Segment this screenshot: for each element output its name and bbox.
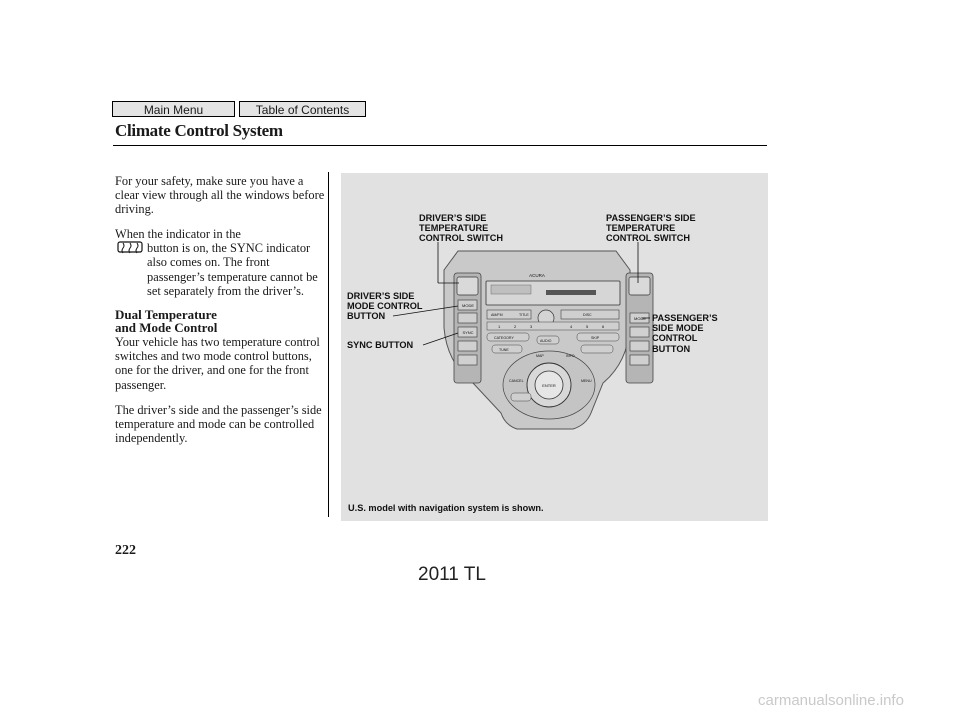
independent-paragraph xyxy=(115,403,327,446)
preset-4: 4 xyxy=(570,324,573,329)
panel-tune: TUNE xyxy=(499,348,509,352)
passenger-temp-switch xyxy=(629,277,650,295)
panel-cancel: CANCEL xyxy=(509,379,524,383)
panel-skip: SKIP xyxy=(591,336,600,340)
main-menu-button[interactable]: Main Menu xyxy=(112,101,235,117)
preset-5: 5 xyxy=(586,324,589,329)
panel-info: INFO xyxy=(566,354,575,358)
preset-1: 1 xyxy=(498,324,501,329)
callout-driver-mode: DRIVER’S SIDE MODE CONTROL BUTTON xyxy=(347,291,423,322)
panel-category: CATEGORY xyxy=(494,336,514,340)
sync-text-line1: When the indicator in the xyxy=(115,227,241,241)
independent-text: The driver’s side and the passenger’s side temperature and mode can be controlled independently. xyxy=(115,403,322,446)
page-number: 222 xyxy=(115,543,136,558)
figure-caption: U.S. model with navigation system is shown. xyxy=(348,503,544,513)
panel-disc: DISC xyxy=(583,313,592,317)
preset-3: 3 xyxy=(530,324,533,329)
panel-audio: AUDIO xyxy=(540,339,552,343)
climate-panel-figure xyxy=(341,173,768,521)
preset-2: 2 xyxy=(514,324,517,329)
callout-sync: SYNC BUTTON xyxy=(347,340,414,350)
panel-sync: SYNC xyxy=(462,330,474,335)
driver-temp-switch xyxy=(457,277,478,295)
dual-control-paragraph xyxy=(115,335,327,392)
source-watermark: carmanualsonline.info xyxy=(758,692,904,709)
panel-map: MAP xyxy=(536,354,544,358)
panel-brand: ACURA xyxy=(529,273,545,278)
title-rule xyxy=(113,145,767,146)
sync-text-rest: button is on, the SYNC indicator also comes on. The front passenger’s temperature cannot be set separately from the driver’s. xyxy=(147,241,318,298)
safety-text: For your safety, make sure you have a clear view through all the windows before driving. xyxy=(115,174,325,217)
callout-driver-temp: DRIVER’S SIDE TEMPERATURE CONTROL SWITCH xyxy=(419,213,504,244)
panel-title: TITLE xyxy=(519,313,529,317)
preset-6: 6 xyxy=(602,324,605,329)
page-title: Climate Control System xyxy=(115,121,283,140)
panel-mode-right: MODE xyxy=(634,316,646,321)
table-of-contents-button[interactable]: Table of Contents xyxy=(239,101,366,117)
sync-paragraph xyxy=(115,227,327,298)
heading-line2: and Mode Control xyxy=(115,320,218,335)
panel-mode-left: MODE xyxy=(462,303,474,308)
panel-menu: MENU xyxy=(581,379,592,383)
column-divider xyxy=(328,172,329,517)
model-footer: 2011 TL xyxy=(418,564,486,585)
preset-row xyxy=(487,322,619,330)
rear-defrost-icon xyxy=(115,240,145,254)
panel-enter: ENTER xyxy=(542,383,556,388)
callout-passenger-temp: PASSENGER’S SIDE TEMPERATURE CONTROL SWITCH xyxy=(606,213,696,244)
safety-paragraph xyxy=(115,174,327,217)
callout-passenger-mode: PASSENGER’S SIDE MODE CONTROL BUTTON xyxy=(652,313,718,354)
panel-am-fm: AM/FM xyxy=(491,313,503,317)
dual-control-text: Your vehicle has two temperature control switches and two mode control buttons, one for the driver, and one for the front passenger. xyxy=(115,335,320,392)
heading-line1: Dual Temperature xyxy=(115,307,217,322)
section-heading xyxy=(115,308,217,334)
